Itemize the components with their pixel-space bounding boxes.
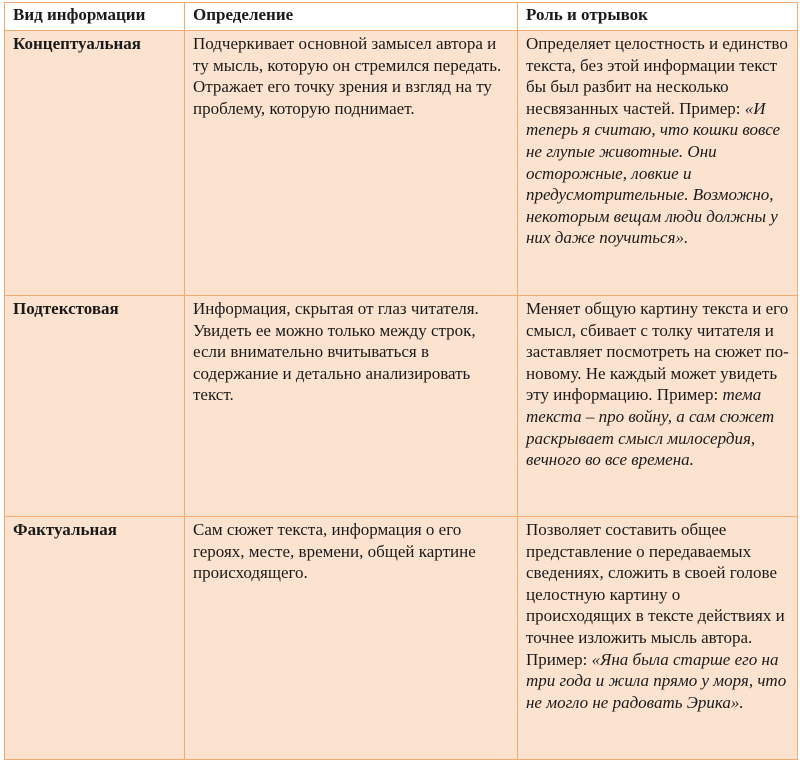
example-text: «И теперь я считаю, что кошки вовсе не глупые животные. Они осторожные, ловкие и предусмотрительные. Возможно, некоторым вещам люди должны у них даже поучиться».: [526, 98, 781, 248]
header-row: [5, 3, 798, 31]
definition-cell: Сам сюжет текста, информация о его героях, месте, времени, общей картине происходящего.: [185, 517, 518, 760]
role-text: Меняет общую картину текста и его смысл, сбивает с толку читателя и заставляет посмотреть на сюжет по-новому. Не каждый может увидеть эту информацию.: [526, 299, 789, 405]
table-row: [5, 517, 798, 760]
table-row: [5, 296, 798, 517]
kind-cell: Концептуальная: [5, 31, 185, 296]
definition-cell: Информация, скрытая от глаз читателя. Увидеть ее можно только между строк, если внимательно вчитываться в содержание и детально анализировать текст.: [185, 296, 518, 517]
table-row: [5, 31, 798, 296]
example-text: тема текста – про войну, а сам сюжет раскрывает смысл милосердия, вечного во все времена.: [526, 385, 775, 470]
role-text: Определяет целостность и единство текста, без этой информации текст бы был разбит на несколько несвязанных частей.: [526, 34, 788, 118]
example-label: Пример:: [526, 649, 592, 669]
example-label: Пример:: [656, 385, 723, 405]
information-types-table: [4, 2, 798, 760]
role-cell: [518, 31, 798, 296]
definition-cell: Подчеркивает основной замысел автора и ту мысль, которую он стремился передать. Отражает его точку зрения и взгляд на ту проблему, которую поднимает.: [185, 31, 518, 296]
kind-cell: Подтекстовая: [5, 296, 185, 517]
example-text: «Яна была старше его на три года и жила прямо у моря, что не могло не радовать Эрика».: [526, 649, 787, 712]
header-role: Роль и отрывок: [518, 3, 798, 31]
header-kind: Вид информации: [5, 3, 185, 31]
role-cell: [518, 517, 798, 760]
example-label: Пример:: [679, 98, 745, 118]
role-cell: [518, 296, 798, 517]
kind-cell: Фактуальная: [5, 517, 185, 760]
header-definition: Определение: [185, 3, 518, 31]
role-text: Позволяет составить общее представление о передаваемых сведениях, сложить в своей голове целостную картину о происходящих в тексте действиях и точнее изложить мысль автора.: [526, 520, 785, 647]
